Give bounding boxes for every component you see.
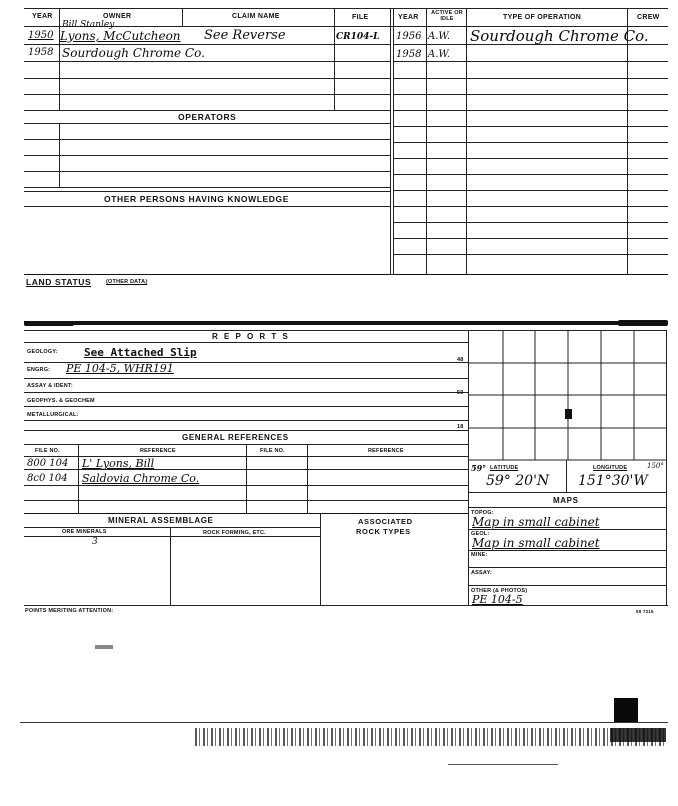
- ore-minerals-value: 3: [92, 537, 98, 547]
- row1-year: 1950: [28, 30, 54, 41]
- row2-year: 1958: [28, 47, 54, 58]
- ore-minerals-label: ORE MINERALS: [62, 529, 107, 535]
- margin-number-1: 48: [457, 357, 464, 363]
- topog-label: TOPOG:: [471, 510, 494, 516]
- row2-owner: Sourdough Chrome Co.: [62, 46, 205, 60]
- land-status-label: LAND STATUS: [26, 277, 92, 287]
- geol-value: Map in small cabinet: [472, 536, 600, 550]
- ref-col-file-no: FILE NO.: [35, 448, 60, 454]
- activity1-type: Sourdough Chrome Co.: [470, 27, 649, 45]
- longitude-label: LONGITUDE: [593, 465, 628, 471]
- lat-prefix: 59°: [471, 463, 487, 473]
- form-number: 69 7315: [636, 609, 654, 614]
- latitude-value: 59° 20'N: [486, 473, 550, 489]
- mineral-assemblage-title: MINERAL ASSEMBLAGE: [108, 516, 214, 525]
- col-header-type-of-operation: TYPE OF OPERATION: [503, 14, 582, 21]
- col-header-claim-name: CLAIM NAME: [232, 13, 280, 20]
- topog-value: Map in small cabinet: [472, 515, 600, 529]
- ref-row1-reference: L' Lyons, Bill: [82, 457, 155, 470]
- rock-forming-label: ROCK FORMING, ETC.: [203, 530, 266, 536]
- row1-file: CR104-L: [336, 32, 380, 42]
- longitude-value: 151°30'W: [578, 473, 648, 489]
- latitude-label: LATITUDE: [490, 465, 519, 471]
- operators-label: OPERATORS: [178, 112, 237, 122]
- geol-label: GEOL:: [471, 531, 490, 537]
- location-marker: [565, 409, 572, 419]
- maps-title: MAPS: [553, 496, 579, 505]
- points-meriting-attention-label: POINTS MERITING ATTENTION:: [25, 608, 114, 614]
- col-header-crew: CREW: [637, 14, 660, 21]
- activity1-year: 1956: [396, 31, 422, 42]
- col-header-owner: OWNER: [103, 13, 132, 20]
- activity1-active-idle: A.W.: [428, 31, 451, 42]
- engrg-value: PE 104-5, WHR191: [66, 362, 174, 375]
- other-photos-label: OTHER (& PHOTOS): [471, 588, 528, 594]
- engrg-label: ENGRG:: [27, 367, 51, 373]
- row1-owner-top: Bill Stanley: [62, 20, 115, 30]
- ref-row2-reference: Saldovia Chrome Co.: [82, 472, 200, 485]
- ref-col-reference: REFERENCE: [140, 448, 176, 454]
- col-header-file: FILE: [352, 14, 369, 21]
- knowledge-label: OTHER PERSONS HAVING KNOWLEDGE: [104, 194, 290, 204]
- geology-value: See Attached Slip: [84, 346, 197, 359]
- activity2-year: 1958: [396, 49, 422, 60]
- row1-claim-name: See Reverse: [204, 28, 286, 43]
- general-references-title: GENERAL REFERENCES: [182, 433, 289, 442]
- geology-label: GEOLOGY:: [27, 349, 58, 355]
- margin-number-3: 18: [457, 424, 464, 430]
- rock-types-label: ROCK TYPES: [356, 527, 411, 536]
- geophys-label: GEOPHYS. & GEOCHEM: [27, 398, 95, 404]
- reports-title: R E P O R T S: [212, 332, 290, 341]
- ref-col-file-no-2: FILE NO.: [260, 448, 285, 454]
- assay-ident-label: ASSAY & IDENT:: [27, 383, 73, 389]
- ref-row2-file-no: 8c0 104: [27, 473, 68, 484]
- other-photos-value: PE 104-5: [472, 593, 523, 606]
- associated-label: ASSOCIATED: [358, 517, 413, 526]
- maps-assay-label: ASSAY:: [471, 570, 493, 576]
- ref-col-reference-2: REFERENCE: [368, 448, 404, 454]
- mine-label: MINE:: [471, 552, 488, 558]
- row1-owner: Lyons, McCutcheon: [60, 29, 181, 43]
- metallurgical-label: METALLURGICAL:: [27, 412, 79, 418]
- col-header-year-2: YEAR: [398, 14, 419, 21]
- margin-number-2: 50: [457, 390, 464, 396]
- col-header-year: YEAR: [32, 13, 53, 20]
- long-suffix: 150°: [647, 462, 664, 470]
- col-header-active-idle: ACTIVE OR IDLE: [431, 10, 463, 22]
- ref-row1-file-no: 800 104: [27, 458, 69, 469]
- activity2-active-idle: A.W.: [428, 49, 451, 60]
- land-status-sub: (OTHER DATA): [106, 279, 148, 285]
